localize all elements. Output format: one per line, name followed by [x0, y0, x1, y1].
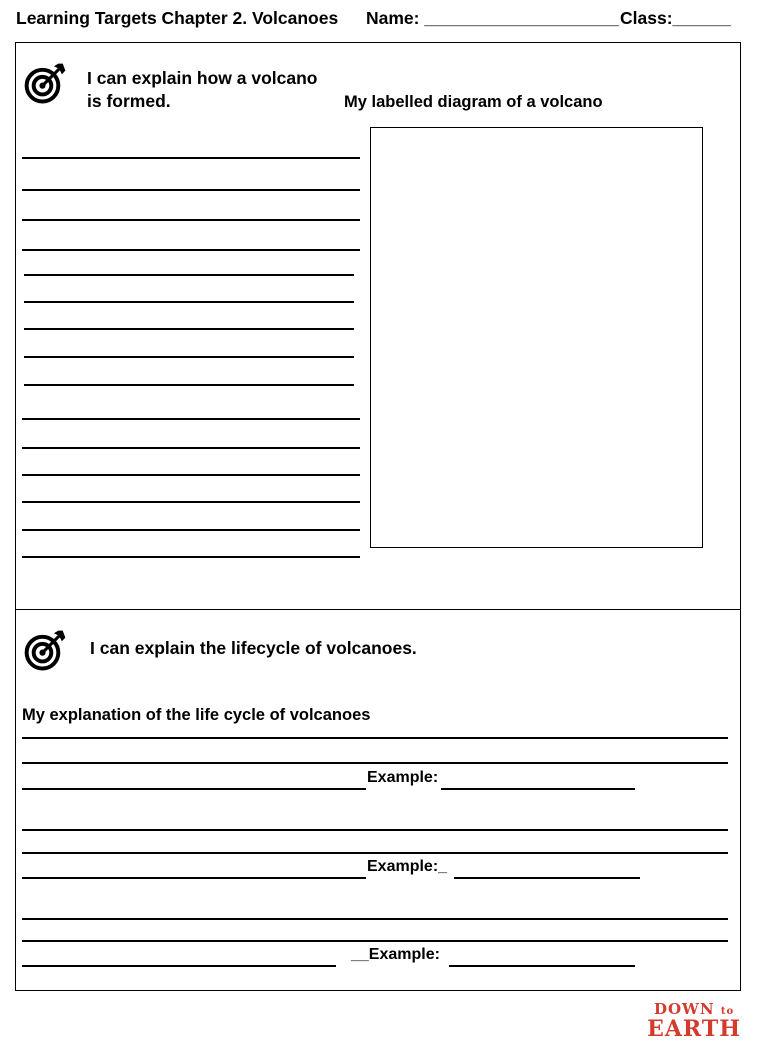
target-statement-1: [87, 67, 317, 113]
writing-line[interactable]: [22, 877, 366, 879]
example-label: Example:_: [367, 858, 448, 875]
target-statement-1-line2: is formed.: [87, 91, 171, 111]
diagram-drawing-box[interactable]: [370, 127, 703, 548]
writing-line[interactable]: [24, 301, 354, 303]
writing-line[interactable]: [22, 418, 360, 420]
target-statement-2: I can explain the lifecycle of volcanoes.: [90, 638, 417, 658]
writing-line[interactable]: [22, 965, 336, 967]
writing-line[interactable]: [22, 737, 728, 739]
logo-earth: EARTH: [647, 1016, 741, 1042]
writing-line[interactable]: [22, 157, 360, 159]
class-field[interactable]: Class:______: [620, 8, 731, 28]
logo-down: DOWN: [653, 1000, 715, 1018]
section-volcano-lifecycle: [15, 609, 741, 991]
logo-to: to: [720, 1006, 735, 1017]
writing-line[interactable]: [22, 829, 728, 831]
example-label: Example:: [367, 769, 439, 786]
explanation-heading: My explanation of the life cycle of volcanoes: [22, 706, 371, 724]
writing-line[interactable]: [22, 529, 360, 531]
writing-line[interactable]: [22, 189, 360, 191]
writing-line[interactable]: [22, 249, 360, 251]
writing-line[interactable]: [22, 940, 728, 942]
target-statement-1-line1: I can explain how a volcano: [87, 68, 318, 88]
example-writing-line[interactable]: [449, 965, 635, 967]
target-arrow-icon: [24, 61, 68, 105]
writing-line[interactable]: [24, 328, 354, 330]
writing-line[interactable]: [22, 219, 360, 221]
worksheet-title: Learning Targets Chapter 2. Volcanoes: [16, 8, 339, 28]
writing-line[interactable]: [22, 556, 360, 558]
writing-line[interactable]: [22, 918, 728, 920]
target-arrow-icon: [24, 628, 68, 672]
writing-line[interactable]: [24, 274, 354, 276]
diagram-heading: My labelled diagram of a volcano: [344, 93, 603, 111]
writing-line[interactable]: [22, 501, 360, 503]
writing-line[interactable]: [24, 384, 354, 386]
writing-line[interactable]: [22, 762, 728, 764]
writing-line[interactable]: [22, 447, 360, 449]
writing-line[interactable]: [22, 474, 360, 476]
section-volcano-formation: [15, 42, 741, 610]
example-writing-line[interactable]: [454, 877, 640, 879]
example-label: __Example:: [351, 946, 440, 963]
writing-line[interactable]: [22, 788, 366, 790]
name-field[interactable]: Name: ____________________: [366, 8, 620, 28]
example-writing-line[interactable]: [441, 788, 635, 790]
down-to-earth-logo: [647, 1002, 741, 1040]
writing-line[interactable]: [24, 356, 354, 358]
writing-line[interactable]: [22, 852, 728, 854]
